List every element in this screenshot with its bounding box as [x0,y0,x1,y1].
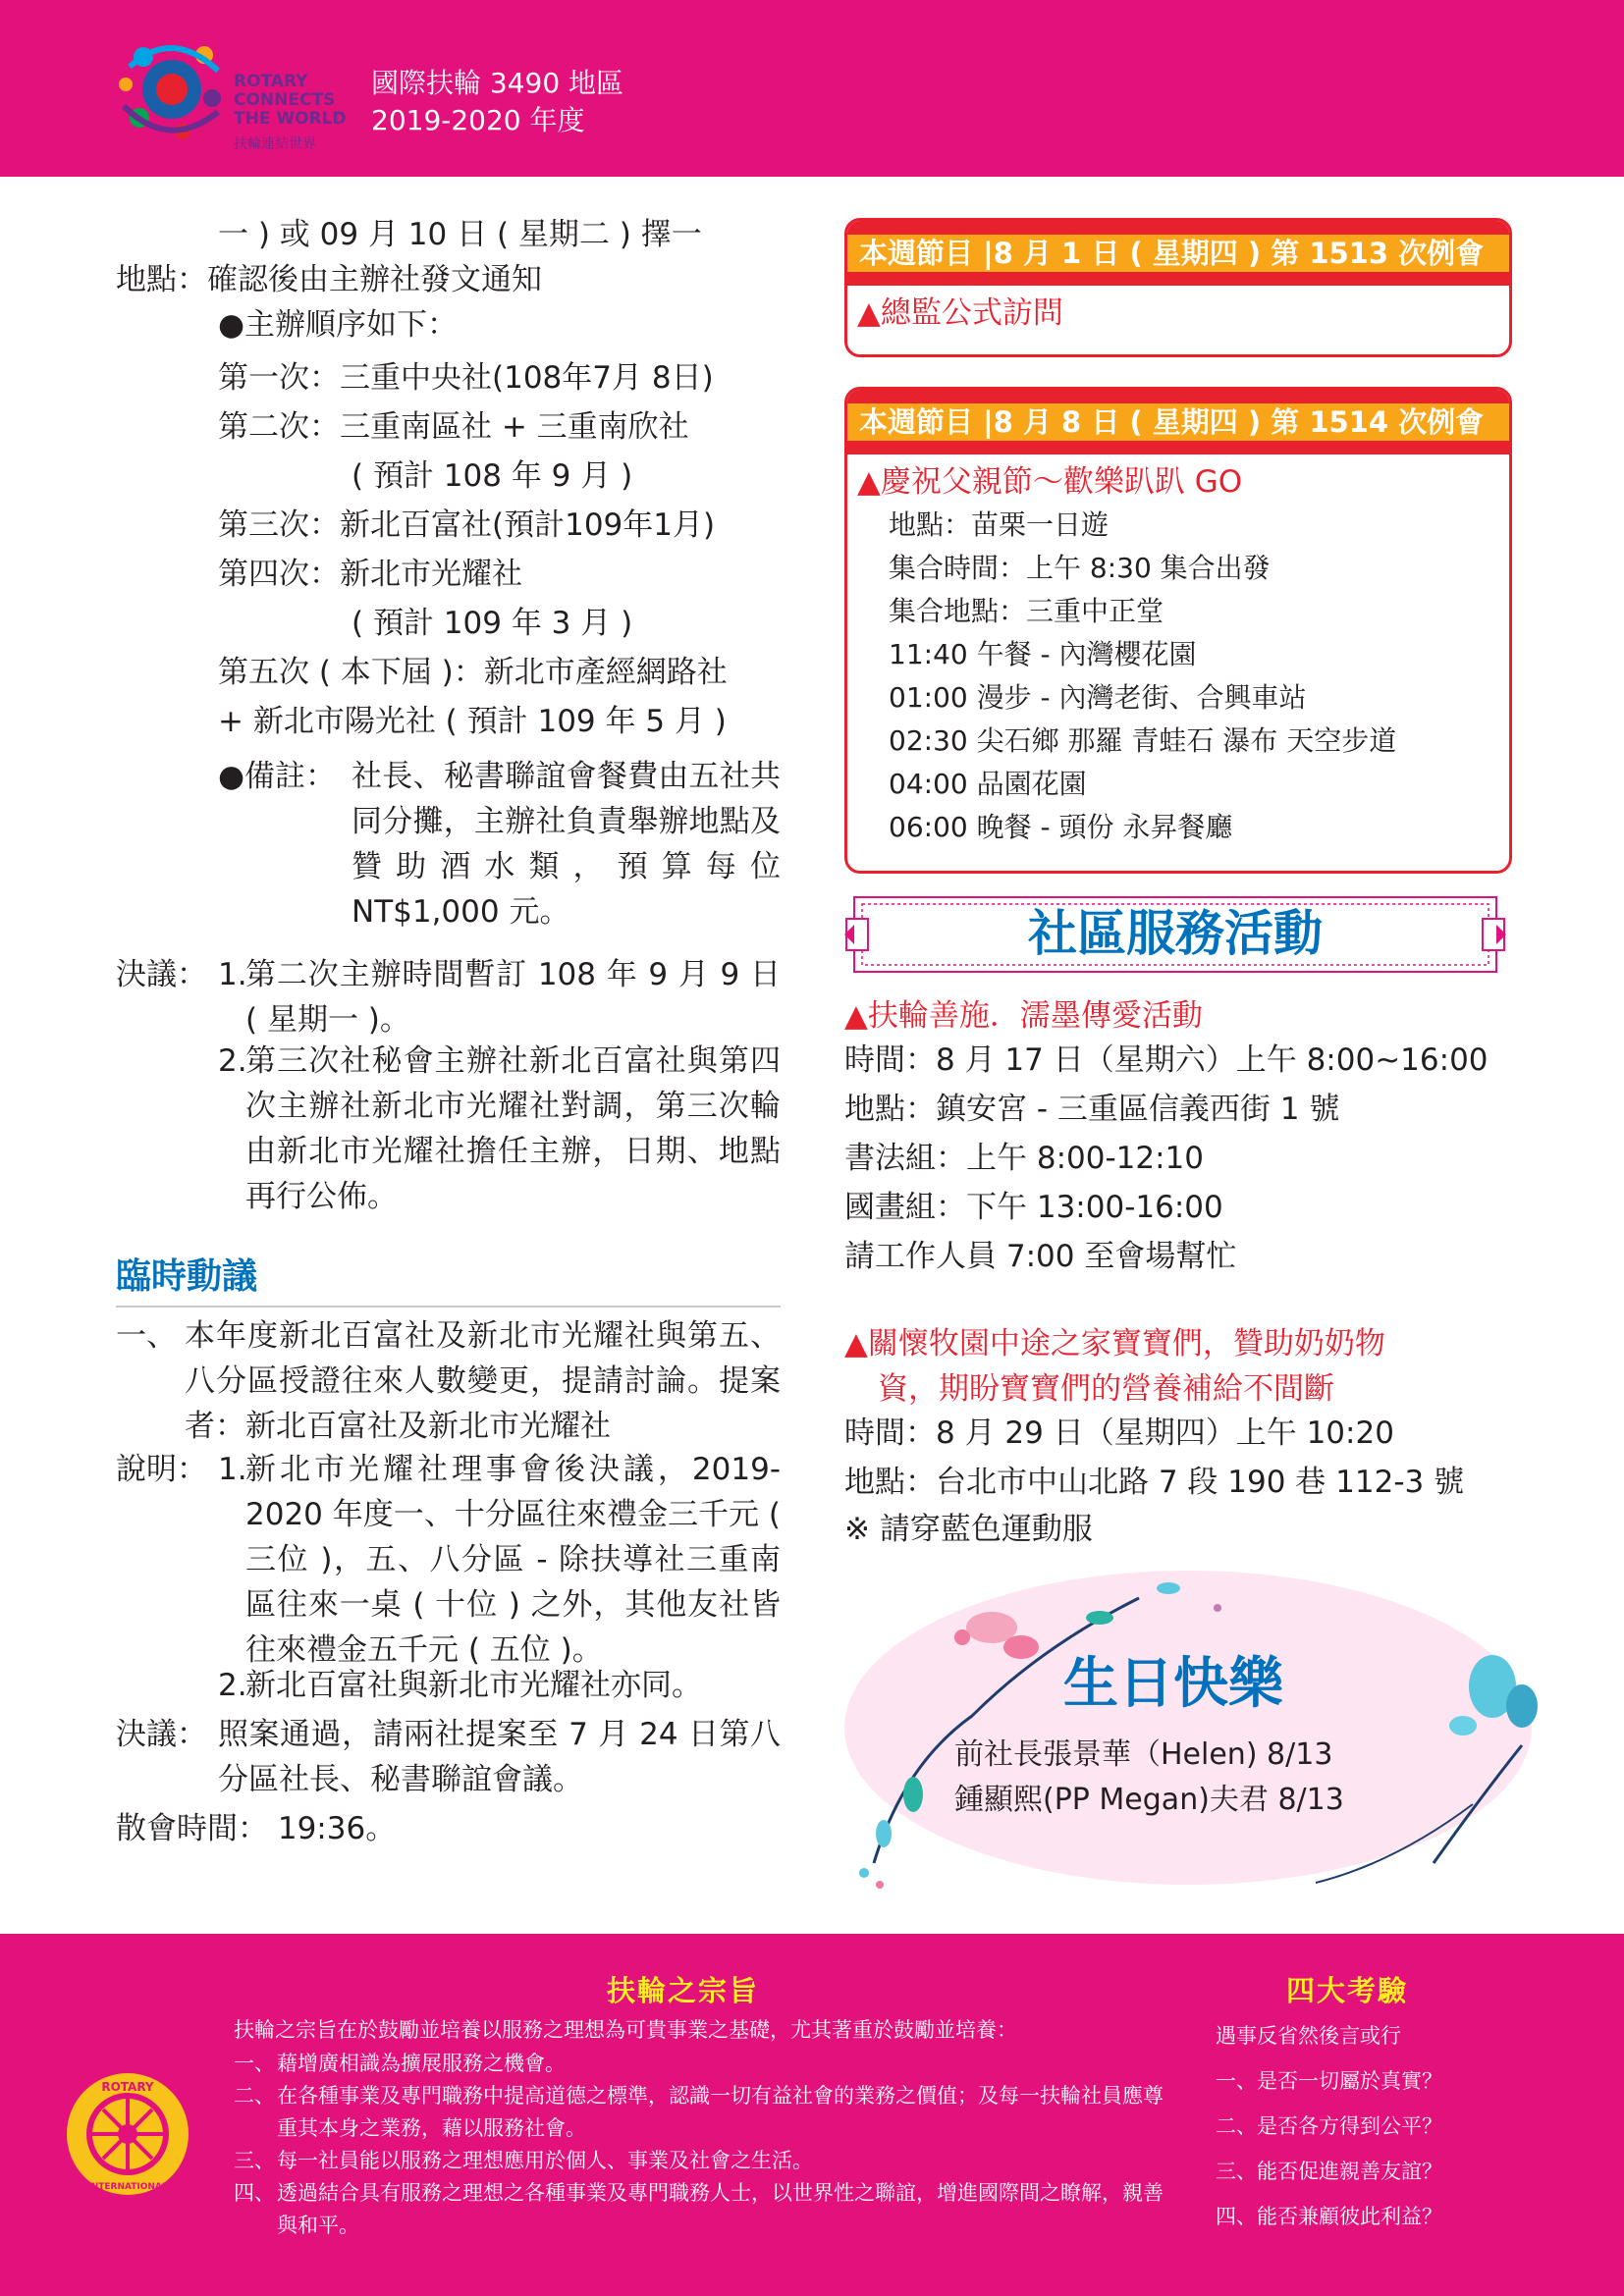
activity-detail: 請工作人員 7:00 至會場幫忙 [844,1239,1237,1274]
text-line: 第五次 ( 本下屆 )：新北市產經網路社 [218,655,728,690]
explanation-label: 說明： [116,1452,207,1487]
program-item: 地點：苗栗一日遊 [889,508,1110,541]
text-line: ( 預計 108 年 9 月 ) [352,458,633,494]
section-heading: 社區服務活動 [1028,905,1323,962]
motion-text: 本年度新北百富社及新北市光耀社與第五、八分區授證往來人數變更，提請討論。提案者：新北百富社及新北市光耀社 [185,1318,781,1444]
resolution-label: 決議： [116,1717,207,1752]
activity-detail: 時間：8 月 17 日（星期六）上午 8:00~16:00 [844,1042,1489,1078]
program-box-week1 [844,218,1512,357]
district-name: 國際扶輪 3490 地區 [371,67,624,99]
activity-detail: 書法組：上午 8:00-12:10 [844,1141,1204,1176]
text-line: ●主辦順序如下： [218,307,459,343]
district-title [371,65,623,139]
program-header: 本週節目 |8 月 1 日 ( 星期四 ) 第 1513 次例會 [847,235,1509,272]
svg-text:INTERNATIONAL: INTERNATIONAL [87,2182,168,2192]
activity-title: 資，期盼寶寶們的營養補給不間斷 [878,1371,1334,1407]
activity-detail: 時間：8 月 29 日（星期四）上午 10:20 [844,1415,1394,1451]
logo-subtext: 扶輪連結世界 [234,136,316,152]
resolution-label: 決議： [116,957,207,992]
four-way-item: 一、是否一切屬於真實？ [1216,2069,1442,2093]
objective-item: 在各種事業及專門職務中提高道德之標準，認識一切有益社會的業務之價值；及每一扶輪社員應尊重其本身之業務，藉以服務社會。 [277,2084,1164,2140]
four-way-item: 四、能否兼顧彼此利益？ [1216,2205,1442,2228]
explanation-number: 1. [218,1452,247,1487]
objective-item: 透過結合具有服務之理想之各種事業及專門職務人士，以世界性之聯誼，增進國際間之瞭解，親善與和平。 [277,2181,1164,2237]
program-title: ▲慶祝父親節～歡樂趴趴 GO [857,464,1243,500]
activity-title: ▲扶輪善施．濡墨傳愛活動 [844,998,1203,1034]
text-line: 第三次：新北百富社(預計109年1月) [218,507,716,543]
activity-title: ▲關懷牧園中途之家寶寶們，贊助奶奶物 [844,1326,1385,1362]
objective-number: 四、 [234,2181,275,2205]
program-item: 集合時間：上午 8:30 集合出發 [889,552,1271,584]
objective-item: 藉增廣相識為擴展服務之機會。 [277,2052,566,2075]
birthday-title: 生日快樂 [1063,1652,1283,1716]
birthday-person: 鍾顯熙(PP Megan)夫君 8/13 [954,1783,1344,1817]
program-item: 04:00 品園花園 [889,768,1087,800]
resolution-text: 第三次社秘會主辦社新北百富社與第四次主辦社新北市光耀社對調，第三次輪由新北市光耀社擔任主辦，日期、地點再行公佈。 [245,1043,781,1214]
motion-number: 一、 [116,1318,177,1354]
text-line: 第一次：三重中央社(108年7月 8日) [218,360,714,396]
activity-detail: 地點：鎮安宮 - 三重區信義西街 1 號 [844,1092,1340,1127]
adjourn-time: 散會時間： 19:36。 [116,1811,397,1846]
four-way-item: 二、是否各方得到公平？ [1216,2114,1442,2138]
floral-decoration-icon [844,1569,1551,1893]
text-line: 第二次：三重南區社 + 三重南欣社 [218,409,689,445]
program-item: ▲總監公式訪問 [857,295,1063,331]
program-box-week2 [844,387,1512,874]
section-heading: 臨時動議 [116,1256,258,1297]
resolution-number: 2. [218,1043,247,1079]
activity-detail: 地點：台北市中山北路 7 段 190 巷 112-3 號 [844,1465,1465,1500]
program-item: 集合地點：三重中正堂 [889,595,1164,627]
text-line: 一 ) 或 09 月 10 日 ( 星期二 ) 擇一 [218,217,702,252]
resolution-number: 1. [218,957,247,992]
explanation-text: 新北市光耀社理事會後決議，2019-2020 年度一、十分區往來禮金三千元 ( 三位 )，五、八分區 - 除扶導社三重南區往來一桌 ( 十位 ) 之外，其他友社皆往來禮金五千元 ( 五位 )。 [245,1452,781,1668]
program-item: 01:00 漫步 - 內灣老街、合興車站 [889,681,1307,714]
text-line: 地點：確認後由主辦社發文通知 [116,262,542,297]
birthday-person: 前社長張景華（Helen) 8/13 [954,1737,1333,1772]
objective-item: 每一社員能以服務之理想應用於個人、事業及社會之生活。 [277,2149,813,2172]
objective-number: 三、 [234,2149,275,2172]
objective-number: 一、 [234,2052,275,2075]
objective-intro: 扶輪之宗旨在於鼓勵並培養以服務之理想為可貴事業之基礎，尤其著重於鼓勵並培養： [234,2018,1017,2042]
four-way-intro: 遇事反省然後言或行 [1216,2024,1401,2048]
explanation-text: 新北百富社與新北市光耀社亦同。 [245,1668,702,1703]
text-line: + 新北市陽光社 ( 預計 109 年 5 月 ) [218,704,727,739]
explanation-number: 2. [218,1668,247,1703]
objective-number: 二、 [234,2084,275,2108]
rotary-connects-logo-icon [110,27,234,151]
activity-detail: ※ 請穿藍色運動服 [844,1512,1093,1547]
text-line: ( 預計 109 年 3 月 ) [352,606,633,641]
note-label: ●備註： [218,759,337,794]
activity-detail: 國畫組：下午 13:00-16:00 [844,1190,1223,1225]
objective-title: 扶輪之宗旨 [607,1974,760,2007]
district-year: 2019-2020 年度 [371,104,585,136]
svg-text:ROTARY: ROTARY [101,2080,154,2094]
four-way-item: 三、能否促進親善友誼？ [1216,2160,1442,2183]
four-way-test-title: 四大考驗 [1286,1974,1409,2007]
resolution-text: 第二次主辦時間暫訂 108 年 9 月 9 日 ( 星期一 )。 [245,957,781,1038]
resolution-text: 照案通過，請兩社提案至 7 月 24 日第八分區社長、秘書聯誼會議。 [218,1717,781,1797]
logo-wordmark: ROTARY CONNECTS THE WORLD [234,72,347,129]
program-header: 本週節目 |8 月 8 日 ( 星期四 ) 第 1514 次例會 [847,403,1509,441]
program-item: 06:00 晚餐 - 頭份 永昇餐廳 [889,811,1233,843]
note-text: 社長、秘書聯誼會餐費由五社共同分攤，主辦社負責舉辦地點及贊助酒水類，預算每位 NT$1,000 元。 [352,759,781,930]
divider [116,1306,781,1308]
program-item: 11:40 午餐 - 內灣櫻花園 [889,638,1197,670]
program-item: 02:30 尖石鄉 那羅 青蛙石 瀑布 天空步道 [889,724,1397,757]
text-line: 第四次：新北市光耀社 [218,557,522,592]
rotary-wheel-icon [63,2069,192,2199]
header-band [0,0,1624,177]
